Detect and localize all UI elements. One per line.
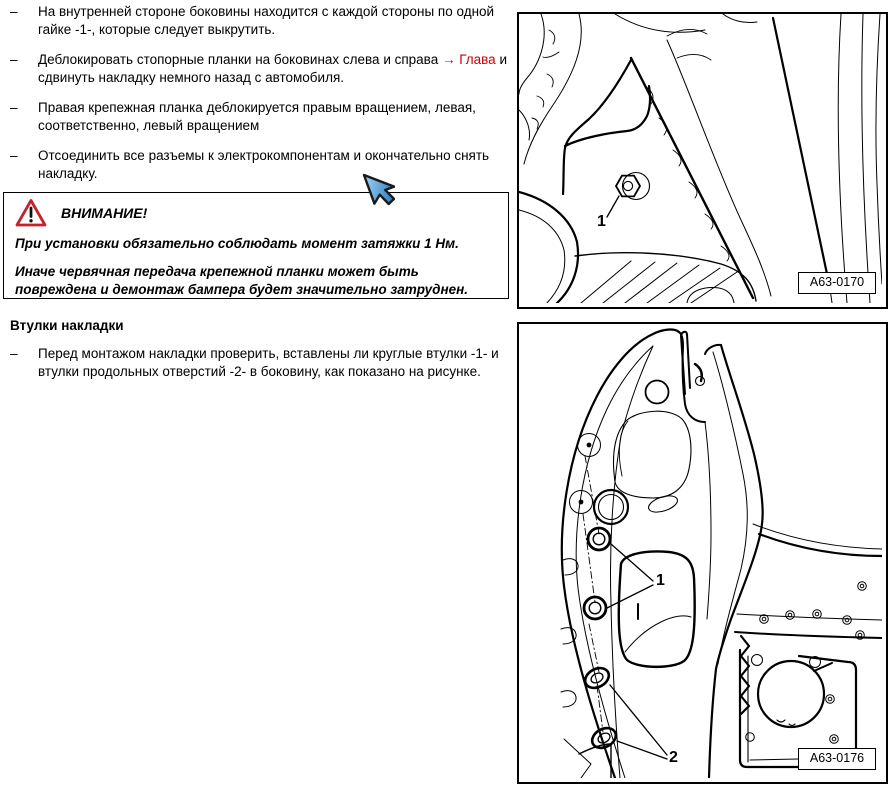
bullet-dash: – xyxy=(10,148,18,163)
warning-box xyxy=(3,192,509,299)
bullet-text: Перед монтажом накладки проверить, вставлены ли круглые втулки -1- и втулки продольных отверстий -2- в боковину, как показано на рисунке. xyxy=(38,346,499,379)
bullet-text-segment: Деблокировать стопорные планки на боковинах слева и справа xyxy=(38,52,442,67)
instruction-bullet xyxy=(10,51,510,87)
figure-bushings xyxy=(517,322,888,784)
bullet-dash: – xyxy=(10,4,18,19)
instructions-list xyxy=(10,3,510,195)
callout-2: 2 xyxy=(669,749,678,766)
warning-line: При установки обязательно соблюдать момент затяжки 1 Нм. xyxy=(15,236,459,251)
instruction-bullet xyxy=(10,99,510,135)
warning-line: Иначе червячная передача крепежной планки может быть повреждена и демонтаж бампера будет значительно затруднен. xyxy=(15,264,469,297)
section-heading: Втулки накладки xyxy=(10,318,124,333)
bullet-dash: – xyxy=(10,346,18,361)
figure-nut-location xyxy=(517,12,888,309)
instruction-bullet xyxy=(10,3,510,39)
figure-ref-label: A63-0176 xyxy=(798,748,876,770)
bullet-text: На внутренней стороне боковины находится с каждой стороны по одной гайке -1-, которые следует выкрутить. xyxy=(38,4,495,37)
bullet-text xyxy=(38,51,510,87)
warning-title: ВНИМАНИЕ! xyxy=(61,205,148,221)
chapter-link[interactable]: → Глава xyxy=(441,52,496,67)
callout-1: 1 xyxy=(656,572,665,589)
bullet-text: Отсоединить все разъемы к электрокомпонентам и окончательно снять накладку. xyxy=(38,148,490,181)
mouse-cursor-icon xyxy=(361,172,395,216)
bullet-text: Правая крепежная планка деблокируется правым вращением, левая, соответственно, левый вращением xyxy=(38,100,476,133)
warning-header xyxy=(15,198,498,228)
bullet-text-segment: и сдвинуть накладку немного назад с автомобиля. xyxy=(38,52,507,85)
warning-triangle-icon xyxy=(15,198,47,228)
bullet-dash: – xyxy=(10,100,18,115)
car-body-line-art xyxy=(519,324,882,778)
instruction-bullet xyxy=(10,345,510,381)
figure-ref-label: A63-0170 xyxy=(798,272,876,294)
instruction-bullet xyxy=(10,147,510,183)
section-instructions xyxy=(10,345,510,393)
car-body-line-art xyxy=(519,14,882,303)
callout-1: 1 xyxy=(597,213,606,230)
bullet-dash: – xyxy=(10,52,18,67)
